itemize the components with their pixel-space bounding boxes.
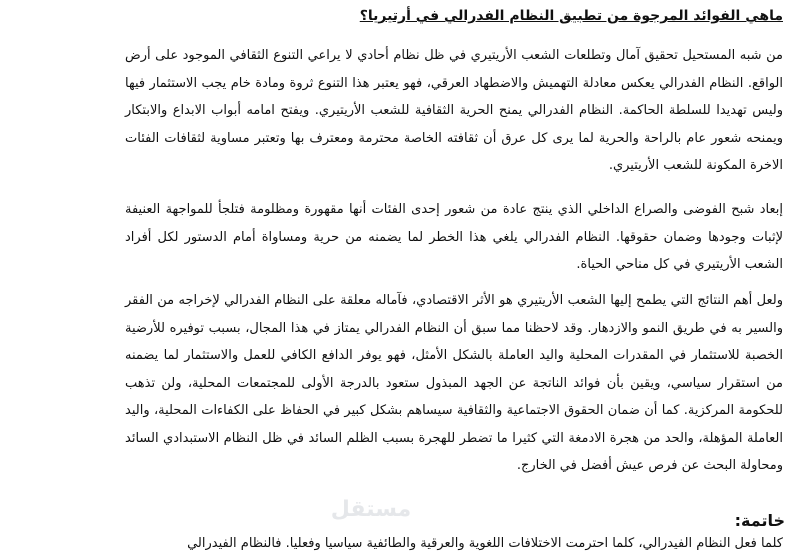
watermark-text: مستقل [330,497,412,522]
section-heading: ماهي الفوائد المرجوة من تطبيق النظام الفدرالي في أرتيريا؟ [359,8,783,24]
conclusion-paragraph: كلما فعل النظام الفيدرالي، كلما احترمت الاختلافات اللغوية والعرقية والطائفية سياسيا وفعليا. فالنظام الفيدرالي [187,536,783,551]
paragraph-economic-impact: ولعل أهم النتائج التي يطمح إليها الشعب الأريتيري هو الأثر الاقتصادي، فآماله معلقة على النظام الفدرالي لإخراجه من الفقر والسير به في طريق النمو والازدهار. وقد لاحظنا مما سبق أن النظام الفدرالي يمتاز في هذا المجال، بسبب توفيره للأرضية الخصبة للاستثمار في المقدرات المحلية واليد العاملة بالشكل الأمثل، فهو يوفر الدافع الكافي للعمل والاستثمار لما يضمنه من استقرار سياسي، ويقين بأن فوائد الناتجة عن الجهد المبذول ستعود بالدرجة الأولى للمجتمعات المحلية، ولن تذهب للحكومة المركزية. كما أن ضمان الحقوق الاجتماعية والثقافية سيساهم بشكل كبير في الحفاظ على الكفاءات المحلية، واليد العاملة المؤهلة، والحد من هجرة الادمغة التي كثيرا ما تضطر للهجرة بسبب الظلم السائد في ظل النظام الاستبدادي السائد ومحاولة البحث عن فرص عيش أفضل في الخارج. [125,293,783,473]
paragraph-cultural-freedom: من شبه المستحيل تحقيق آمال وتطلعات الشعب الأريتيري في ظل نظام أحادي لا يراعي التنوع الثقافي الموجود على أرض الواقع. النظام الفدرالي يعكس معادلة التهميش والاضطهاد العرقي، فهو يعتبر هذا التنوع ثروة ومادة خام يجب الاستثمار فيها وليس تهديدا للسلطة الحاكمة. النظام الفدرالي يمنح الحرية الثقافية للشعب الأريتيري. ويفتح امامه أبواب الابداع والابتكار ويمنحه شعور عام بالراحة والحرية لما يرى كل عرق أن ثقافته الخاصة محترمة ومعترف بها وتعتبر مساوية لثقافات الفئات الاخرة المكونة للشعب الأريتيري. [125,48,783,173]
paragraph-conflict-prevention: إبعاد شبح الفوضى والصراع الداخلي الذي ينتج عادة من شعور إحدى الفئات أنها مقهورة ومظلومة فتلجأ للمواجهة العنيفة لإثبات وجودها وضمان حقوقها. النظام الفدرالي يلغي هذا الخطر لما يضمنه من حرية ومساواة أمام الدستور لكل أفراد الشعب الأريتيري في كل مناحي الحياة. [125,202,783,272]
conclusion-heading: خاتمة: [734,511,785,530]
mostaql-watermark-logo [330,488,412,528]
